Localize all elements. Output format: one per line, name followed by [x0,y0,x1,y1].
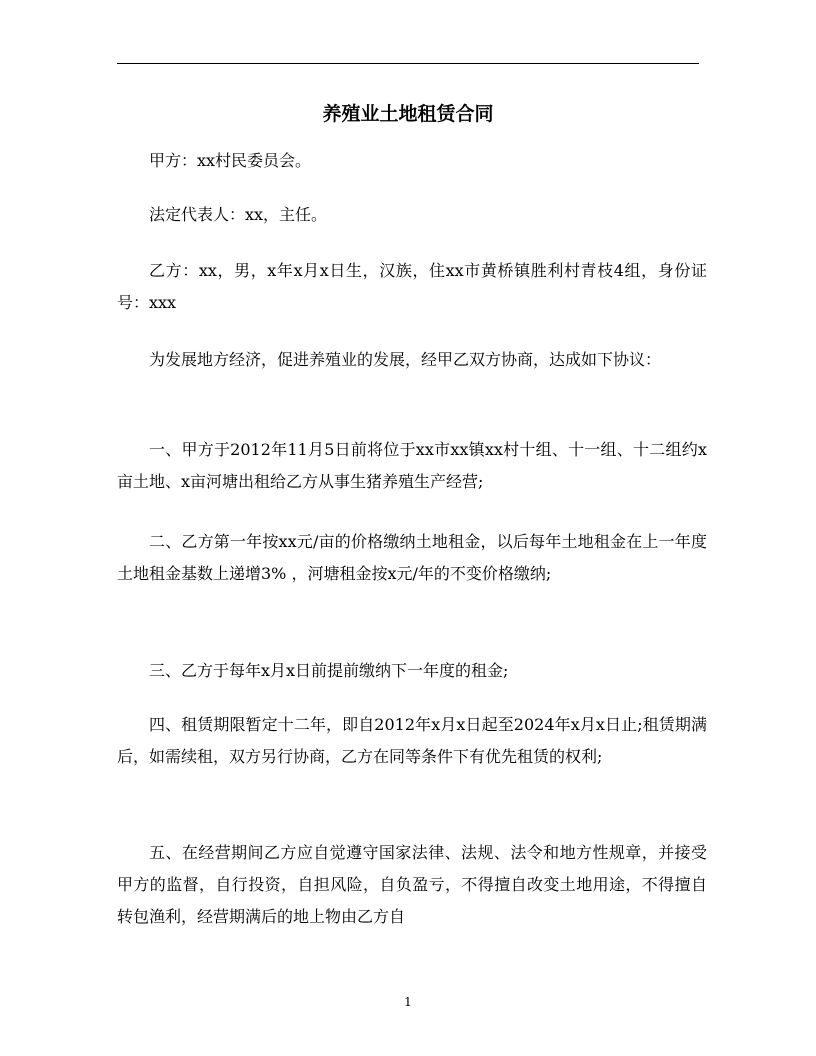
party-b-paragraph: 乙方：xx，男，x年x月x日生，汉族，住xx市黄桥镇胜利村青枝4组，身份证号：xxx [117,261,707,312]
page-number: 1 [404,995,412,1009]
document-title: 养殖业土地租赁合同 [322,103,494,125]
clause-2-paragraph: 二、乙方第一年按xx元/亩的价格缴纳土地租金，以后每年土地租金在上一年度土地租金基数上递增3% ，河塘租金按x元/年的不变价格缴纳; [117,532,707,583]
clause-3-paragraph: 三、乙方于每年x月x日前提前缴纳下一年度的租金; [149,661,509,680]
clause-4-paragraph: 四、租赁期限暂定十二年，即自2012年x月x日起至2024年x月x日止;租赁期满后，如需续租，双方另行协商，乙方在同等条件下有优先租赁的权利; [117,715,707,766]
legal-representative-paragraph: 法定代表人：xx，主任。 [149,205,328,224]
party-a-paragraph: 甲方：xx村民委员会。 [149,151,312,170]
preamble-paragraph: 为发展地方经济，促进养殖业的发展，经甲乙双方协商，达成如下协议： [149,350,662,369]
clause-1-paragraph: 一、甲方于2012年11月5日前将位于xx市xx镇xx村十组、十一组、十二组约x亩土地、x亩河塘出租给乙方从事生猪养殖生产经营; [117,440,707,491]
clause-5-paragraph: 五、在经营期间乙方应自觉遵守国家法律、法规、法令和地方性规章，并接受甲方的监督，自行投资，自担风险，自负盈亏，不得擅自改变土地用途，不得擅自转包渔利，经营期满后的地上物由乙方自 [117,843,707,926]
header-rule [117,63,699,64]
